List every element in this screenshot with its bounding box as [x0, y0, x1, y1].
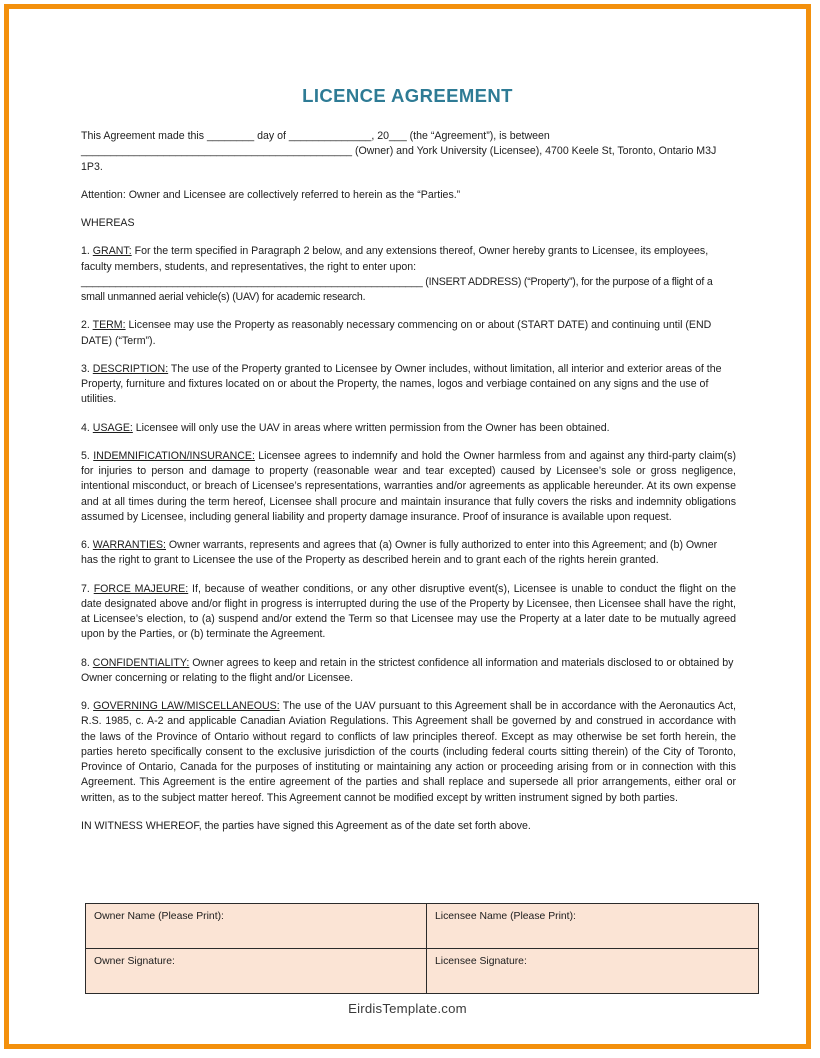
- clause-3-heading: DESCRIPTION:: [92, 362, 169, 375]
- clause-9-heading: GOVERNING LAW/MISCELLANEOUS:: [93, 700, 280, 712]
- licensee-name-cell[interactable]: Licensee Name (Please Print):: [427, 904, 759, 949]
- clause-9-text: The use of the UAV pursuant to this Agreement shall be in accordance with the Aeronautics Act, R.S. 1985, c. A-2 and applicable Canadian Aviation Regulations. This Agreement shall be governed by and construed in accordance with the laws of the Province of Ontario without regard to conflicts of law principles thereof. Except as may otherwise be set forth herein, the parties hereto specifically consent to the exclusive jurisdiction of the courts (including federal courts sitting therein) of the City of Toronto, Province of Ontario, Canada for the purposes of instituting or maintaining any action or proceeding arising from or in connection with this Agreement. This Agreement is the entire agreement of the parties and shall replace and supersede all prior arrangements, either oral or written, as to the subject matter hereof. This Agreement cannot be modified except by written instrument signed by both parties.: [81, 700, 736, 804]
- clause-4-heading: USAGE:: [92, 421, 133, 434]
- clause-1-text: For the term specified in Paragraph 2 below, and any extensions thereof, Owner hereby grants to Licensee, its employees, faculty members, students, and representatives, the right to enter upon:: [81, 245, 709, 273]
- clause-9-number: 9.: [81, 700, 90, 712]
- clause-5-number: 5.: [81, 449, 90, 462]
- table-row: [86, 904, 759, 949]
- clause-8-heading: CONFIDENTIALITY:: [92, 656, 190, 669]
- footer-watermark: EirdisTemplate.com: [348, 1001, 467, 1016]
- page-border-frame: [4, 4, 811, 1049]
- clause-6-text: Owner warrants, represents and agrees that (a) Owner is fully authorized to enter into this Agreement; and (b) Owner has the right to grant to Licensee the use of the Property as described herein and to grant each of the rights herein granted.: [81, 539, 718, 567]
- clause-5-heading: INDEMNIFICATION/INSURANCE:: [93, 449, 255, 462]
- clause-6-heading: WARRANTIES:: [92, 539, 166, 551]
- clause-3-text: The use of the Property granted to Licensee by Owner includes, without limitation, all interior and exterior areas of the Property, furniture and fixtures located on or about the Property, the names, logos and verbiage contained on any signs and the use of utilities.: [81, 362, 722, 406]
- clause-1-number: 1.: [81, 245, 90, 258]
- witness-paragraph: IN WITNESS WHEREOF, the parties have signed this Agreement as of the date set forth above.: [81, 819, 531, 832]
- signature-table: [85, 903, 759, 994]
- clause-6: [81, 538, 736, 569]
- clause-8-number: 8.: [81, 656, 90, 669]
- document-text-column: [81, 129, 736, 847]
- clause-4-text: Licensee will only use the UAV in areas where written permission from the Owner has been obtained.: [132, 421, 610, 434]
- clause-3-number: 3.: [81, 362, 90, 375]
- clause-5-text: Licensee agrees to indemnify and hold the Owner harmless from and against any third-party claim(s) for injuries to person and damage to property (reasonable wear and tear excepted) caused by Licensee’s sole or gross negligence, intentional misconduct, or breach of Licensee’s representations, warranties and/or agreements as applicable hereunder. At its own expense and at all times during the term hereof, Licensee shall procure and maintain insurance that fully covers the risks and indemnity obligations assumed by Licensee, including general liability and property damage insurance. Proof of insurance is available upon request.: [81, 449, 737, 523]
- clause-2-text: Licensee may use the Property as reasonably necessary commencing on or about (START DATE) and continuing until (END DATE) (“Term”).: [81, 319, 712, 347]
- clause-8-text: Owner agrees to keep and retain in the strictest confidence all information and materials disclosed to or obtained by Owner concerning or relating to the flight and/or Licensee.: [81, 656, 734, 684]
- clause-2: [81, 318, 736, 349]
- clause-7: [81, 582, 736, 643]
- clause-2-heading: TERM:: [92, 319, 126, 332]
- document-body: [9, 9, 806, 1044]
- intro-line-1: This Agreement made this ________ day of ______________, 20___ (the “Agreement”), is between: [81, 130, 550, 142]
- clause-4: [81, 421, 736, 436]
- clause-7-text: If, because of weather conditions, or any other disruptive event(s), Licensee is unable to conduct the flight on the date designated above and/or flight in progress is interrupted during the use of the Property by Licensee, then Licensee shall have the right, at Licensee’s election, to (a) suspend and/or extend the Term so that Licensee may use the Property at a later date to be mutually agreed upon by the Parties, or (b) terminate the Agreement.: [81, 582, 737, 641]
- intro-line-2: ______________________________________________ (Owner) and York University (Licensee), 4700 Keele St, Toronto, Ontario M3J 1P3.: [81, 145, 717, 173]
- page-title: LICENCE AGREEMENT: [302, 85, 513, 106]
- clause-4-number: 4.: [81, 421, 90, 434]
- owner-name-cell[interactable]: Owner Name (Please Print):: [86, 904, 427, 949]
- clause-7-number: 7.: [81, 582, 90, 595]
- clause-1: [81, 244, 736, 305]
- intro-paragraph: [81, 129, 736, 175]
- clause-3: [81, 362, 736, 408]
- clause-2-number: 2.: [81, 319, 90, 332]
- licensee-signature-cell[interactable]: Licensee Signature:: [427, 949, 759, 994]
- clause-7-heading: FORCE MAJEURE:: [93, 582, 189, 595]
- attention-paragraph: Attention: Owner and Licensee are collectively referred to herein as the “Parties.”: [81, 188, 461, 201]
- clause-8: [81, 656, 736, 687]
- clause-9: [81, 699, 736, 806]
- whereas-label: WHEREAS: [81, 217, 135, 229]
- clause-1-address-line: ____________________________________________________________ (INSERT ADDRESS) (“Property”), for the purpose of a flight of a small unmanned aerial vehicle(s) (UAV) for academic research.: [81, 275, 713, 303]
- clause-5: [81, 449, 736, 525]
- clause-1-heading: GRANT:: [92, 245, 132, 258]
- owner-signature-cell[interactable]: Owner Signature:: [86, 949, 427, 994]
- clause-6-number: 6.: [81, 539, 90, 551]
- table-row: [86, 949, 759, 994]
